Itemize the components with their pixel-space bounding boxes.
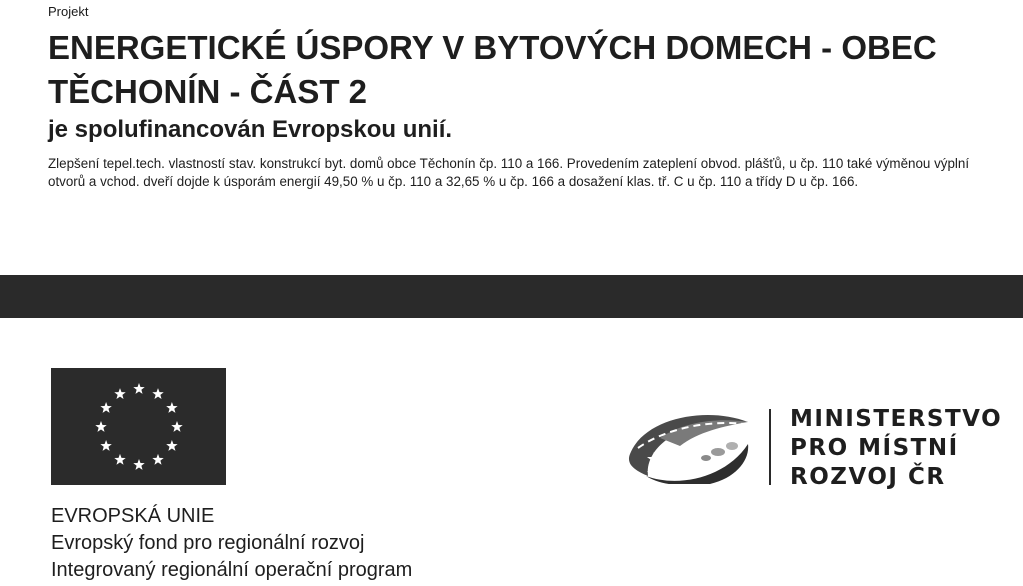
eu-text-block [51, 503, 412, 584]
eu-star-icon [171, 421, 182, 432]
eu-line-fund: Evropský fond pro regionální rozvoj [51, 532, 365, 554]
eu-star-icon [133, 459, 144, 470]
eu-line-programme: Integrovaný regionální operační program [51, 559, 413, 581]
ministry-name [790, 405, 1002, 492]
eu-star-icon [100, 402, 111, 413]
ministry-line-2: PRO MÍSTNÍ [790, 435, 959, 461]
eu-line-union: EVROPSKÁ UNIE [51, 505, 215, 527]
eu-star-icon [166, 440, 177, 451]
ministry-divider [769, 409, 771, 485]
eu-star-icon [166, 402, 177, 413]
eu-star-icon [95, 421, 106, 432]
eu-star-icon [133, 383, 144, 394]
project-title: ENERGETICKÉ ÚSPORY V BYTOVÝCH DOMECH - OBEC TĚCHONÍN - ČÁST 2 [48, 29, 937, 110]
eu-star-icon [100, 440, 111, 451]
eu-star-icon [152, 388, 163, 399]
eu-flag-icon [51, 368, 226, 485]
eu-star-icon [114, 454, 125, 465]
project-description: Zlepšení tepel.tech. vlastností stav. konstrukcí byt. domů obce Těchonín čp. 110 a 166. Provedením zateplení obvod. plášťů, u čp. 110 také výměnou výplní otvorů a vchod. dveří dojde k úsporám energií 49,50 % u čp. 110 a 32,65 % u čp. 166 a dosažení klas. tř. C u čp. 110 a třídy D u čp. 166. [48, 156, 970, 189]
eu-star-icon [152, 454, 163, 465]
dark-band [0, 275, 1023, 318]
ministry-road-emblem-icon [626, 408, 752, 484]
project-label: Projekt [48, 4, 89, 19]
cofinanced-statement: je spolufinancován Evropskou unií. [48, 116, 453, 143]
ministry-line-1: MINISTERSTVO [790, 406, 1003, 432]
eu-star-icon [114, 388, 125, 399]
ministry-line-3: ROZVOJ ČR [790, 464, 946, 490]
